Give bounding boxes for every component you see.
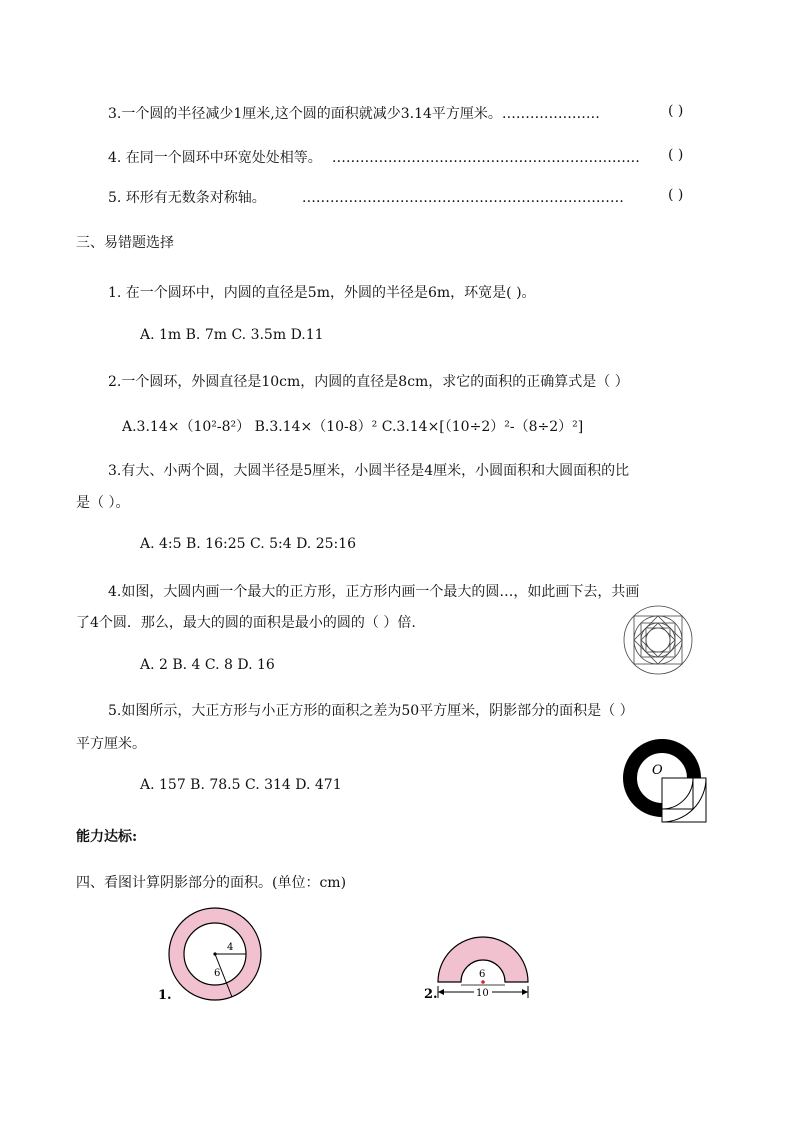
outer-diameter-label: 10 [476, 988, 489, 999]
half-ring-figure-2 [422, 930, 534, 1002]
question-2-options: A.3.14×（10²-8²） B.3.14×（10-8）² C.3.14×[（10÷2）²-（8÷2）²] [122, 419, 584, 435]
section-title-4: 四、看图计算阴影部分的面积。(单位：cm) [76, 875, 347, 891]
judge-text: 5. 环形有无数条对称轴。 [108, 190, 266, 206]
judge-dots: …………………………………………………………… [301, 190, 624, 206]
question-3-stem: 3.有大、小两个圆，大圆半径是5厘米，小圆半径是4厘米，小圆面积和大圆面积的比 [108, 463, 630, 479]
section-title-3: 三、易错题选择 [76, 235, 174, 251]
question-3-stem-cont: 是（ ）。 [76, 495, 130, 511]
nested-circles-figure [622, 604, 694, 676]
figure-2-label: 2. [424, 987, 438, 1002]
question-3-options: A. 4:5 B. 16:25 C. 5:4 D. 25:16 [140, 536, 357, 552]
shaded-ring-figure [618, 736, 710, 828]
judge-text: 3.一个圆的半径减少1厘米,这个圆的面积就减少3.14平方厘米。 [108, 106, 502, 122]
radius-inner-label: 4 [227, 942, 234, 953]
judge-dots: ………………… [501, 106, 600, 122]
judge-text: 4. 在同一个圆环中环宽处处相等。 [108, 150, 322, 166]
question-5-stem-cont: 平方厘米。 [76, 736, 146, 752]
judge-dots: ………………………………………………………… [331, 150, 640, 166]
judge-item-4 [108, 147, 640, 167]
question-4-stem-cont: 了4个圆．那么，最大的圆的面积是最小的圆的（ ）倍. [76, 615, 416, 631]
question-2-stem: 2.一个圆环，外圆直径是10cm，内圆的直径是8cm，求它的面积的正确算式是（ ） [108, 374, 629, 390]
judge-item-5 [108, 187, 624, 207]
question-1-options: A. 1m B. 7m C. 3.5m D.11 [140, 327, 324, 343]
radius-outer-label: 6 [214, 968, 221, 979]
judge-item-3 [108, 103, 600, 123]
ability-title: 能力达标: [76, 829, 138, 845]
inner-diameter-label: 6 [479, 969, 486, 980]
question-4-stem: 4.如图，大圆内画一个最大的正方形，正方形内画一个最大的圆…，如此画下去，共画 [108, 584, 640, 600]
figure-1-label: 1. [158, 988, 172, 1003]
answer-paren: ( ) [668, 103, 684, 119]
question-5-stem: 5.如图所示，大正方形与小正方形的面积之差为50平方厘米，阴影部分的面积是（ ） [108, 703, 634, 719]
answer-paren: ( ) [668, 147, 684, 163]
center-label-o: O [652, 763, 663, 778]
ring-figure-1 [150, 908, 270, 1004]
question-5-options: A. 157 B. 78.5 C. 314 D. 471 [140, 777, 342, 793]
answer-paren: ( ) [668, 187, 684, 203]
question-1-stem: 1. 在一个圆环中，内圆的直径是5m，外圆的半径是6m，环宽是( )。 [108, 285, 536, 301]
question-4-options: A. 2 B. 4 C. 8 D. 16 [140, 657, 275, 673]
